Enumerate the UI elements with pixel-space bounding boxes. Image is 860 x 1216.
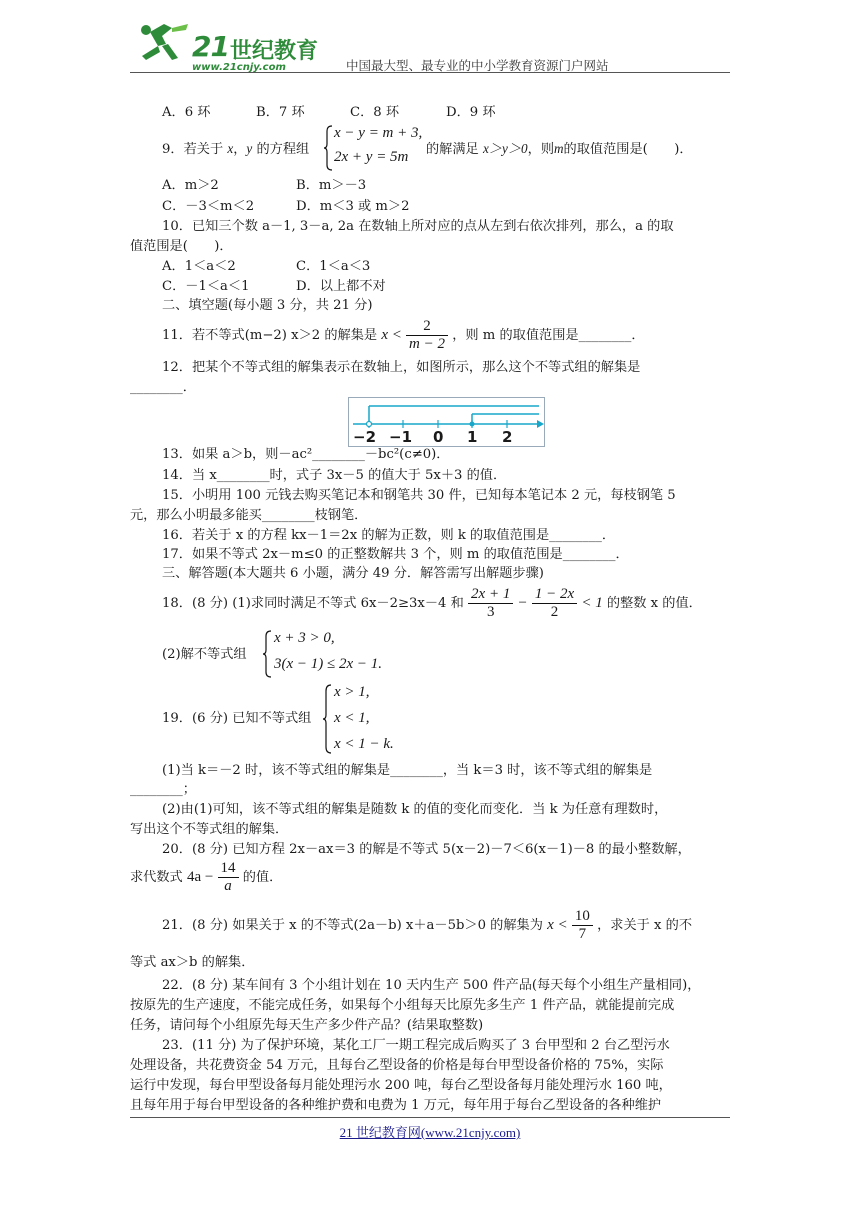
q11-x-lt: x < bbox=[381, 327, 402, 343]
number-line-figure bbox=[348, 397, 545, 447]
q18-frac1-den: 3 bbox=[486, 604, 495, 620]
q9-condition: x＞y＞0 bbox=[482, 141, 528, 156]
q23-line4: 且每年用于每台甲型设备的各种维护费和电费为 1 万元，每年用于每台乙型设备的各种维护 bbox=[130, 1098, 662, 1113]
q19-part1b: ________； bbox=[130, 782, 196, 797]
q18-sys-2: 3(x − 1) ≤ 2x − 1. bbox=[274, 656, 383, 672]
tick-label-neg2: −2 bbox=[353, 428, 377, 446]
q19-part2b: 写出这个不等式组的解集． bbox=[130, 822, 289, 837]
q11-suffix: ，则 m 的取值范围是________． bbox=[452, 327, 645, 343]
q18-minus: − bbox=[517, 595, 528, 611]
tick-label-0: 0 bbox=[433, 428, 444, 446]
q21-suffix: ，求关于 x 的不 bbox=[597, 917, 693, 933]
q9-prefix: 9．若关于 bbox=[162, 142, 224, 157]
q11-fraction bbox=[406, 318, 448, 353]
q18-sys-1: x + 3 > 0, bbox=[274, 630, 335, 646]
q22-line2: 按原先的生产速度，不能完成任务，如果每个小组每天比原先多生产 1 件产品，就能提前完成 bbox=[130, 998, 675, 1013]
q18-inequality-system bbox=[274, 630, 414, 678]
q9-mid: 的方程组 bbox=[256, 142, 310, 157]
q9-var-x: x bbox=[227, 141, 234, 156]
q20-expr: 4a − bbox=[186, 869, 214, 885]
q21-numerator: 10 bbox=[572, 908, 593, 926]
runner-logo-icon bbox=[132, 22, 190, 72]
q9-option-c: C．－3＜m＜2 bbox=[162, 199, 255, 214]
q19-sys-1: x > 1, bbox=[334, 684, 370, 700]
tick-label-neg1: −1 bbox=[389, 428, 413, 446]
q19-brace-icon bbox=[322, 684, 332, 754]
q9-var-m: m bbox=[554, 141, 564, 156]
q20-suffix: 的值． bbox=[242, 869, 283, 885]
q15-line2: 元，那么小明最多能买________枝钢笔． bbox=[130, 508, 368, 523]
q11-prefix: 11．若不等式(m−2) x＞2 的解集是 bbox=[162, 327, 378, 343]
q23-line1: 23．(11 分) 为了保护环境，某化工厂一期工程完成后购买了 3 台甲型和 2 台乙型污水 bbox=[162, 1038, 670, 1053]
q9-eq1: x − y = m + 3, bbox=[334, 125, 423, 141]
brand-name: 世纪教育 bbox=[230, 39, 319, 64]
tick-label-2: 2 bbox=[502, 428, 513, 446]
header-divider bbox=[130, 72, 730, 73]
q21-line1 bbox=[162, 908, 692, 943]
q20-line1: 20．(8 分) 已知方程 2x－ax＝3 的解是不等式 5(x－2)－7＜6(x－1)－8 的最小整数解， bbox=[162, 842, 691, 857]
q11-numerator: 2 bbox=[406, 318, 448, 336]
q9-suffix-c: 的取值范围是( )． bbox=[563, 142, 693, 157]
q11-denominator: m − 2 bbox=[409, 336, 446, 352]
q9-option-d: D．m＜3 或 m＞2 bbox=[296, 199, 410, 214]
q9-equation-system bbox=[334, 125, 424, 171]
q12-line1: 12．把某个不等式组的解集表示在数轴上，如图所示，那么这个不等式组的解集是 bbox=[162, 360, 641, 375]
q21-fraction bbox=[572, 908, 593, 943]
q18-part2-label: (2)解不等式组 bbox=[162, 647, 247, 662]
site-logo[interactable] bbox=[130, 22, 360, 74]
brand-url: www.21cnjy.com bbox=[192, 62, 286, 73]
q18-fraction-2 bbox=[532, 586, 577, 621]
q18-lt1: < 1 bbox=[581, 595, 603, 611]
q22-line1: 22．(8 分) 某车间有 3 个小组计划在 10 天内生产 500 件产品(每天每个小组生产量相同)， bbox=[162, 978, 701, 993]
q18-frac2-den: 2 bbox=[550, 604, 559, 620]
q18-frac2-num: 1 − 2x bbox=[532, 586, 577, 604]
q9-comma: ， bbox=[233, 142, 247, 157]
q20-numerator: 14 bbox=[218, 860, 239, 878]
q8-option-c: C．8 环 bbox=[350, 105, 400, 120]
q8-option-d: D．9 环 bbox=[446, 105, 496, 120]
number-line-svg bbox=[349, 398, 544, 446]
q18-prefix: 18．(8 分) (1)求同时满足不等式 6x－2≥3x－4 和 bbox=[162, 595, 464, 611]
q18-brace-icon bbox=[262, 630, 272, 678]
q20-fraction bbox=[218, 860, 239, 895]
brand-number: 21 bbox=[192, 30, 229, 63]
q9-option-a: A．m＞2 bbox=[162, 178, 219, 193]
q18-suffix: 的整数 x 的值． bbox=[606, 595, 702, 611]
q19-inequality-system bbox=[334, 684, 434, 754]
q21-prefix: 21．(8 分) 如果关于 x 的不等式(2a－b) x＋a－5b＞0 的解集为 bbox=[162, 917, 543, 933]
question-16: 16．若关于 x 的方程 kx－1＝2x 的解为正数，则 k 的取值范围是________． bbox=[162, 528, 616, 543]
q10-option-d: D．以上都不对 bbox=[296, 279, 386, 294]
q8-option-a: A．6 环 bbox=[162, 105, 211, 120]
q15-line1: 15．小明用 100 元钱去购买笔记本和钢笔共 30 件，已知每本笔记本 2 元，每枝钢笔 5 bbox=[162, 488, 676, 503]
question-13: 13．如果 a＞b，则－ac²________－bc²(c≠0)． bbox=[162, 447, 450, 462]
question-11 bbox=[162, 318, 645, 353]
q19-part1: (1)当 k＝－2 时，该不等式组的解集是________，当 k＝3 时，该不等式组的解集是 bbox=[162, 763, 653, 778]
footer-link[interactable]: 21 世纪教育网(www.21cnjy.com) bbox=[339, 1125, 521, 1140]
q20-denominator: a bbox=[224, 878, 232, 894]
q9-suffix-a: 的解满足 bbox=[426, 142, 479, 157]
q21-denominator: 7 bbox=[578, 926, 587, 942]
q20-prefix: 求代数式 bbox=[130, 869, 183, 885]
q9-option-b: B．m＞－3 bbox=[296, 178, 367, 193]
q9-eq2: 2x + y = 5m bbox=[334, 149, 409, 165]
q10-option-c: C．－1＜a＜1 bbox=[162, 279, 250, 294]
q8-option-b: B．7 环 bbox=[256, 105, 305, 120]
q18-fraction-1 bbox=[468, 586, 513, 621]
q9-suffix-b: ，则 bbox=[527, 142, 555, 157]
q9-var-y: y bbox=[246, 141, 253, 156]
q10-option-a: A．1＜a＜2 bbox=[162, 259, 236, 274]
site-slogan: 中国最大型、最专业的中小学教育资源门户网站 bbox=[346, 58, 609, 73]
section-3-title: 三、解答题(本大题共 6 小题，满分 49 分．解答需写出解题步骤) bbox=[162, 566, 544, 581]
section-2-title: 二、填空题(每小题 3 分，共 21 分) bbox=[162, 298, 373, 313]
q20-line2 bbox=[130, 860, 282, 895]
q23-line3: 运行中发现，每台甲型设备每月能处理污水 200 吨，每台乙型设备每月能处理污水 160 吨， bbox=[130, 1078, 672, 1093]
question-14: 14．当 x________时，式子 3x－5 的值大于 5x＋3 的值． bbox=[162, 468, 507, 483]
q19-prefix: 19．(6 分) 已知不等式组 bbox=[162, 711, 312, 726]
q22-line3: 任务，请问每个小组原先每天生产多少件产品？(结果取整数) bbox=[130, 1018, 484, 1033]
q18-frac1-num: 2x + 1 bbox=[468, 586, 513, 604]
q19-sys-2: x < 1, bbox=[334, 710, 370, 726]
q12-line2: ________． bbox=[130, 380, 196, 395]
footer-divider bbox=[130, 1117, 730, 1118]
q21-x-lt: x < bbox=[547, 917, 568, 933]
q23-line2: 处理设备，共花费资金 54 万元，且每台乙型设备的价格是每台甲型设备价格的 75%，实际 bbox=[130, 1058, 664, 1073]
q19-part2a: (2)由(1)可知，该不等式组的解集是随数 k 的值的变化而变化．当 k 为任意有理数时， bbox=[162, 802, 668, 817]
q18-part1 bbox=[162, 586, 702, 621]
question-17: 17．如果不等式 2x－m≤0 的正整数解共 3 个，则 m 的取值范围是________． bbox=[162, 547, 629, 562]
q19-sys-3: x < 1 − k. bbox=[334, 736, 394, 752]
q10-option-b: C．1＜a＜3 bbox=[296, 259, 371, 274]
q9-brace-icon bbox=[323, 125, 333, 171]
q10-line1: 10．已知三个数 a－1, 3－a, 2a 在数轴上所对应的点从左到右依次排列，那么，a 的取 bbox=[162, 219, 674, 234]
q10-line2: 值范围是( )． bbox=[130, 239, 233, 254]
site-header bbox=[130, 22, 730, 74]
tick-label-1: 1 bbox=[467, 428, 478, 446]
q21-line2: 等式 ax＞b 的解集． bbox=[130, 955, 255, 970]
